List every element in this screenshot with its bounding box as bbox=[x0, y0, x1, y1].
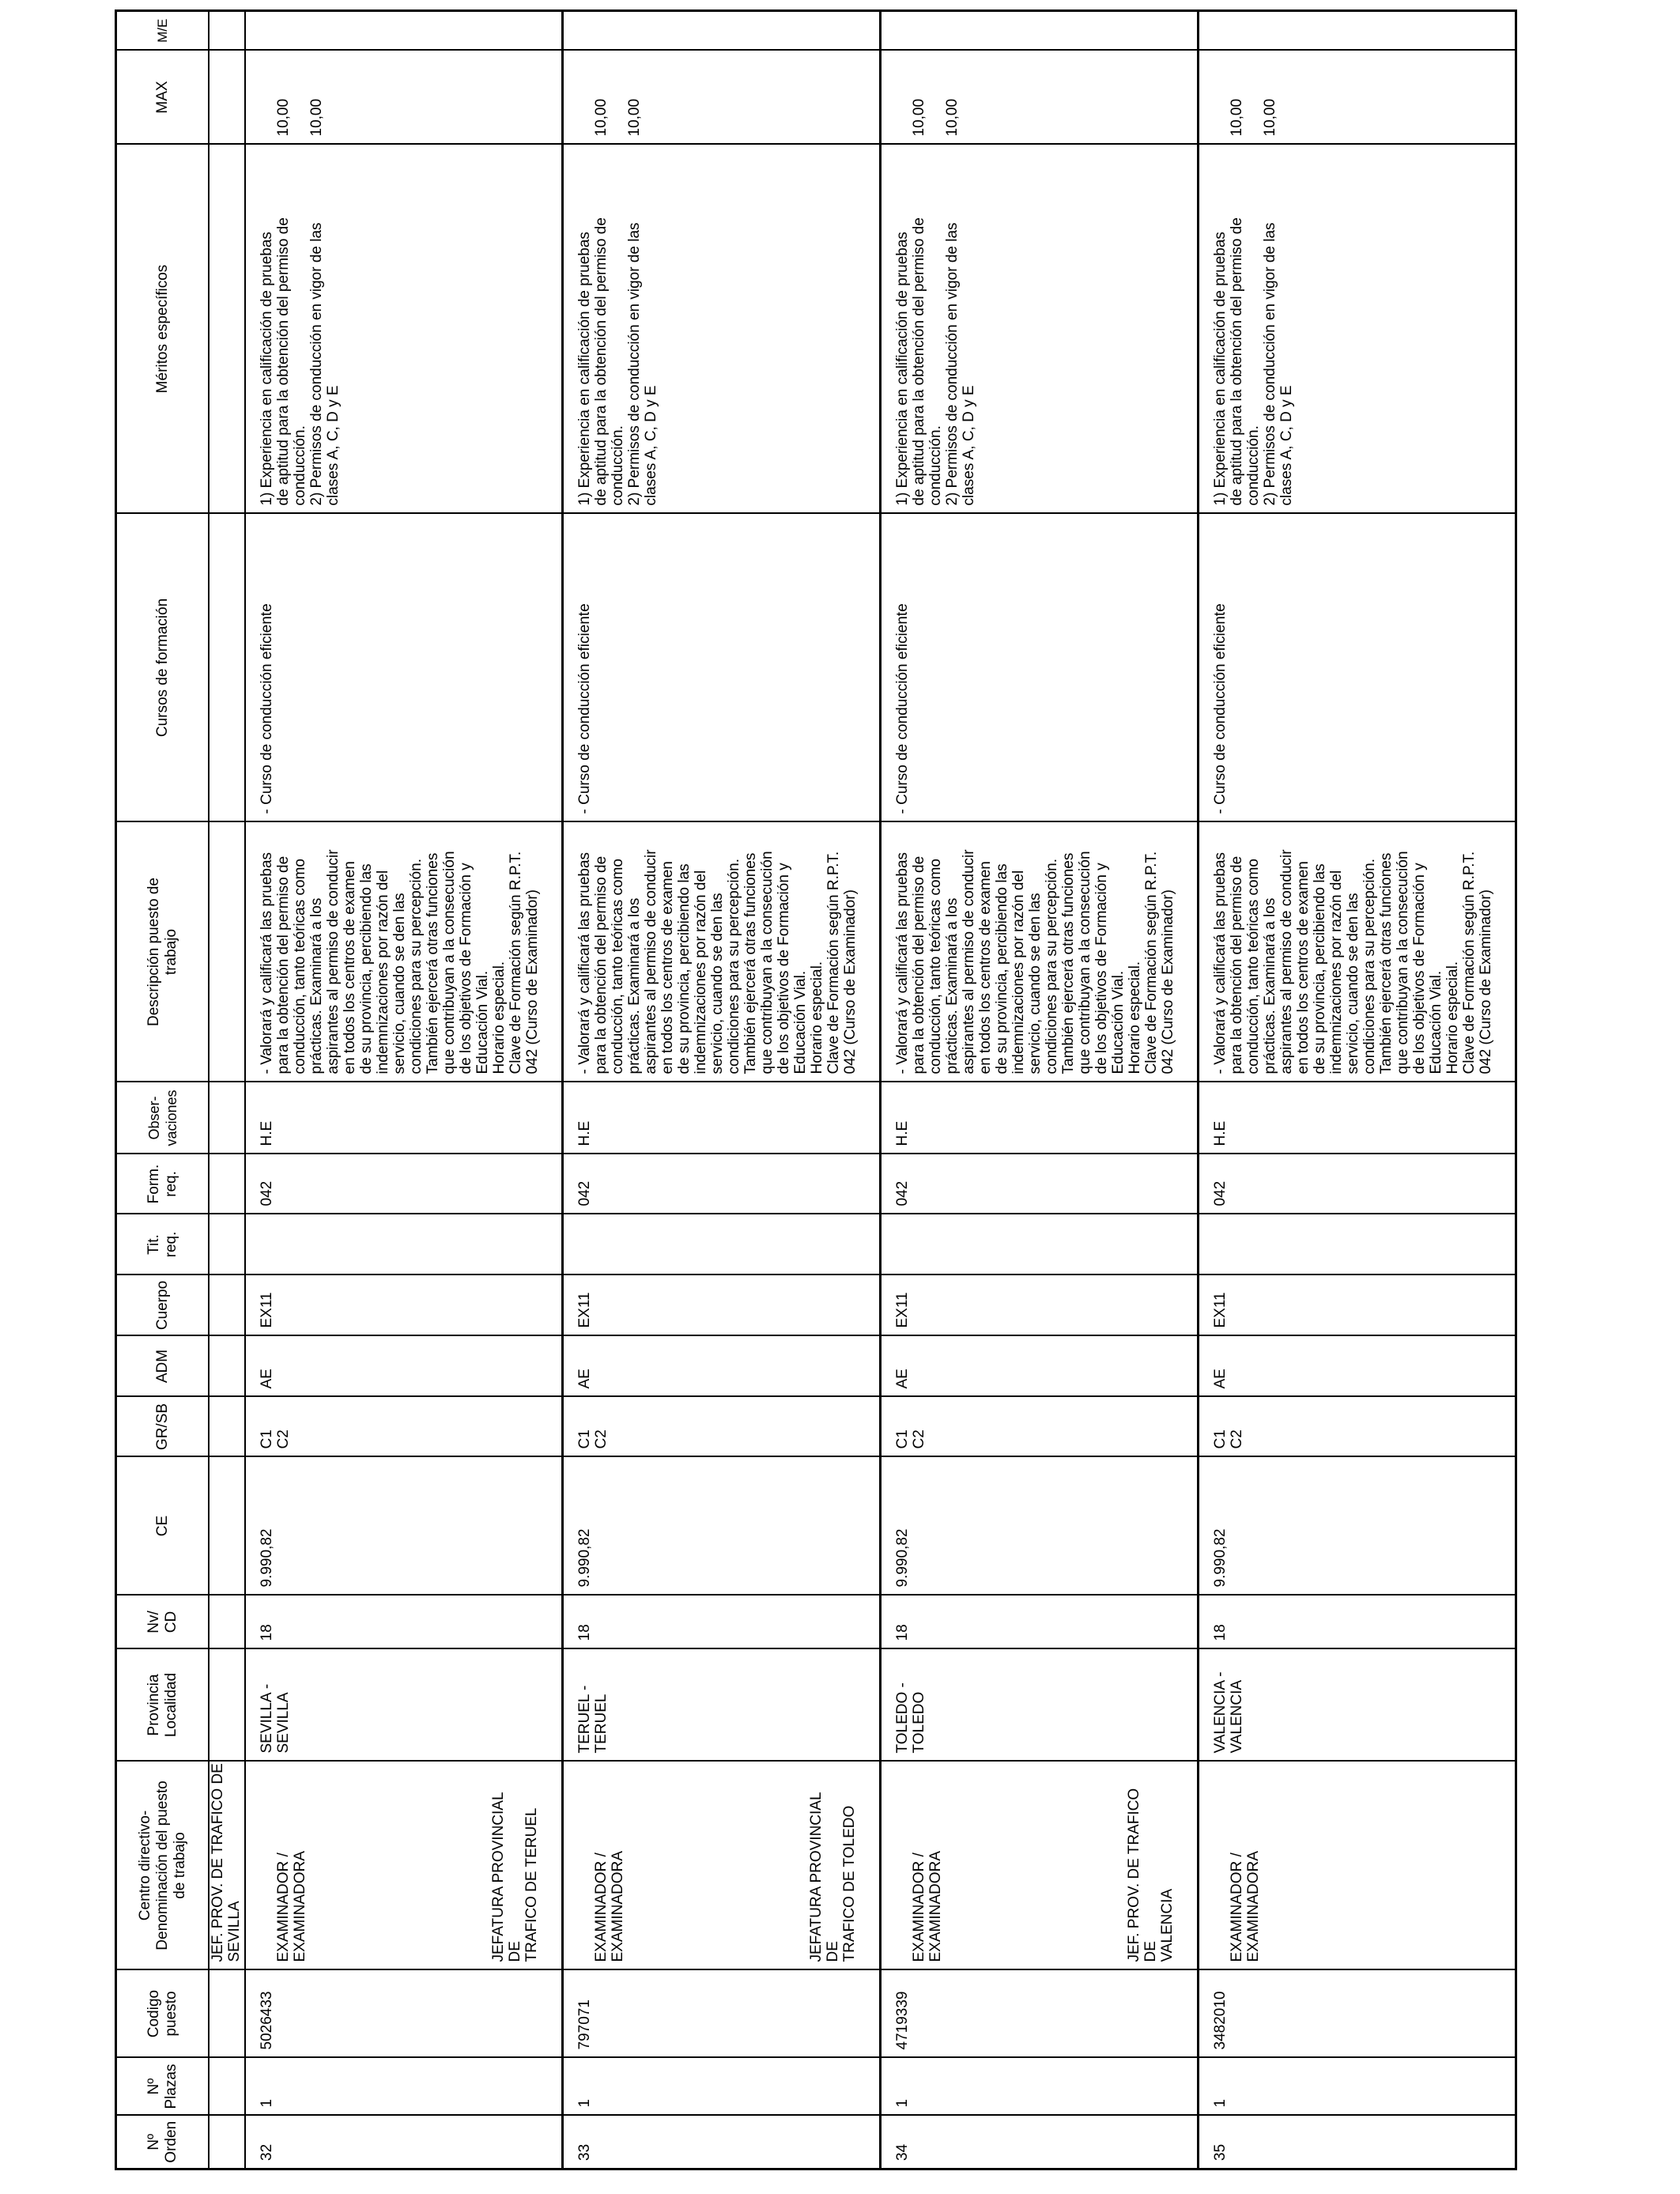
puesto-name: EXAMINADOR / EXAMINADORA bbox=[593, 1851, 626, 1962]
nivel-cell: 18 bbox=[1199, 1595, 1516, 1649]
header-titulacion: Tit. req. bbox=[116, 1214, 210, 1275]
nivel-cell: 18 bbox=[881, 1595, 1199, 1649]
me-cell bbox=[1199, 11, 1516, 51]
puesto-name: EXAMINADOR / EXAMINADORA bbox=[911, 1851, 944, 1962]
next-unit-name: JEF. PROV. DE TRAFICO DE VALENCIA bbox=[1126, 1788, 1176, 1962]
next-unit-name: JEFATURA PROVINCIAL DE TRAFICO DE TERUEL bbox=[490, 1792, 540, 1962]
max-cell bbox=[881, 51, 1199, 145]
next-unit-name: JEFATURA PROVINCIAL DE TRAFICO DE TOLEDO bbox=[808, 1792, 858, 1962]
plazas-cell: 1 bbox=[245, 2058, 563, 2116]
ce-cell: 9.990,82 bbox=[245, 1457, 563, 1595]
titulacion-cell bbox=[881, 1214, 1199, 1275]
cuerpo-cell: EX11 bbox=[1199, 1275, 1516, 1336]
me-cell bbox=[881, 11, 1199, 51]
header-ce: CE bbox=[116, 1457, 210, 1595]
header-me: M/E bbox=[116, 11, 210, 51]
vacancy-table bbox=[115, 9, 1517, 2170]
cursos-cell: - Curso de conducción eficiente bbox=[245, 514, 563, 822]
max-value-2: 10,00 bbox=[1262, 98, 1278, 137]
ce-cell: 9.990,82 bbox=[881, 1457, 1199, 1595]
formacion-cell: 042 bbox=[881, 1154, 1199, 1214]
header-max: MAX bbox=[116, 51, 210, 145]
header-adm: ADM bbox=[116, 1336, 210, 1397]
titulacion-cell bbox=[1199, 1214, 1516, 1275]
plazas-cell: 1 bbox=[563, 2058, 881, 2116]
nivel-cell: 18 bbox=[245, 1595, 563, 1649]
provincia-cell: VALENCIA - VALENCIA bbox=[1199, 1649, 1516, 1762]
first-unit-name: JEF. PROV. DE TRAFICO DE SEVILLA bbox=[209, 1762, 245, 1970]
cuerpo-cell: EX11 bbox=[245, 1275, 563, 1336]
header-orden: Nº Orden bbox=[116, 2116, 210, 2169]
adm-cell: AE bbox=[881, 1336, 1199, 1397]
max-value-1: 10,00 bbox=[911, 98, 927, 137]
codigo-cell: 4719339 bbox=[881, 1970, 1199, 2058]
grupo-cell: C1 C2 bbox=[881, 1397, 1199, 1457]
max-value-1: 10,00 bbox=[593, 98, 610, 137]
header-codigo: Codigo puesto bbox=[116, 1970, 210, 2058]
me-cell bbox=[563, 11, 881, 51]
header-nivel: Nv/ CD bbox=[116, 1595, 210, 1649]
codigo-cell: 797071 bbox=[563, 1970, 881, 2058]
puesto-name: EXAMINADOR / EXAMINADORA bbox=[275, 1851, 308, 1962]
meritos-cell: 1) Experiencia en calificación de pruebas de aptitud para la obtención del permiso de conducción. 2) Permisos de conducción en vigor de las clases A, C, D y E bbox=[563, 145, 881, 514]
max-cell bbox=[1199, 51, 1516, 145]
plazas-cell: 1 bbox=[881, 2058, 1199, 2116]
max-value-2: 10,00 bbox=[944, 98, 961, 137]
titulacion-cell bbox=[563, 1214, 881, 1275]
max-value-1: 10,00 bbox=[275, 98, 292, 137]
nivel-cell: 18 bbox=[563, 1595, 881, 1649]
orden-cell: 32 bbox=[245, 2116, 563, 2169]
orden-cell: 33 bbox=[563, 2116, 881, 2169]
max-value-1: 10,00 bbox=[1229, 98, 1245, 137]
header-descripcion: Descripción puesto de trabajo bbox=[116, 822, 210, 1082]
puesto-name: EXAMINADOR / EXAMINADORA bbox=[1229, 1851, 1262, 1962]
observaciones-cell: H.E bbox=[881, 1082, 1199, 1154]
max-value-2: 10,00 bbox=[626, 98, 643, 137]
me-cell bbox=[245, 11, 563, 51]
grupo-cell: C1 C2 bbox=[563, 1397, 881, 1457]
header-row bbox=[116, 11, 210, 2169]
cursos-cell: - Curso de conducción eficiente bbox=[881, 514, 1199, 822]
plazas-cell: 1 bbox=[1199, 2058, 1516, 2116]
descripcion-cell: - Valorará y calificará las pruebas para la obtención del permiso de conducción, tanto teóricas como prácticas. Examinará a los aspirantes al permiso de conducir en todos los centros de examen de su provincia, percibiendo las indemnizaciones por razón del servicio, cuando se den las condiciones para su percepción. También ejercerá otras funciones que contribuyan a la consecución de los objetivos de Formación y Educación Vial. Horario especial. Clave de Formación según R.P.T. 042 (Curso de Examinador) bbox=[881, 822, 1199, 1082]
observaciones-cell: H.E bbox=[245, 1082, 563, 1154]
codigo-cell: 3482010 bbox=[1199, 1970, 1516, 2058]
observaciones-cell: H.E bbox=[1199, 1082, 1516, 1154]
orden-cell: 34 bbox=[881, 2116, 1199, 2169]
header-cuerpo: Cuerpo bbox=[116, 1275, 210, 1336]
centro-cell bbox=[881, 1762, 1199, 1970]
table-row bbox=[245, 11, 563, 2169]
descripcion-cell: - Valorará y calificará las pruebas para la obtención del permiso de conducción, tanto teóricas como prácticas. Examinará a los aspirantes al permiso de conducir en todos los centros de examen de su provincia, percibiendo las indemnizaciones por razón del servicio, cuando se den las condiciones para su percepción. También ejercerá otras funciones que contribuyan a la consecución de los objetivos de Formación y Educación Vial. Horario especial. Clave de Formación según R.P.T. 042 (Curso de Examinador) bbox=[245, 822, 563, 1082]
cuerpo-cell: EX11 bbox=[881, 1275, 1199, 1336]
cursos-cell: - Curso de conducción eficiente bbox=[563, 514, 881, 822]
max-cell bbox=[245, 51, 563, 145]
table-row bbox=[881, 11, 1199, 2169]
header-meritos: Méritos específicos bbox=[116, 145, 210, 514]
adm-cell: AE bbox=[1199, 1336, 1516, 1397]
descripcion-cell: - Valorará y calificará las pruebas para la obtención del permiso de conducción, tanto teóricas como prácticas. Examinará a los aspirantes al permiso de conducir en todos los centros de examen de su provincia, percibiendo las indemnizaciones por razón del servicio, cuando se den las condiciones para su percepción. También ejercerá otras funciones que contribuyan a la consecución de los objetivos de Formación y Educación Vial. Horario especial. Clave de Formación según R.P.T. 042 (Curso de Examinador) bbox=[563, 822, 881, 1082]
grupo-cell: C1 C2 bbox=[245, 1397, 563, 1457]
centro-cell bbox=[1199, 1762, 1516, 1970]
header-cursos: Cursos de formación bbox=[116, 514, 210, 822]
observaciones-cell: H.E bbox=[563, 1082, 881, 1154]
meritos-cell: 1) Experiencia en calificación de pruebas de aptitud para la obtención del permiso de conducción. 2) Permisos de conducción en vigor de las clases A, C, D y E bbox=[881, 145, 1199, 514]
meritos-cell: 1) Experiencia en calificación de pruebas de aptitud para la obtención del permiso de conducción. 2) Permisos de conducción en vigor de las clases A, C, D y E bbox=[245, 145, 563, 514]
formacion-cell: 042 bbox=[245, 1154, 563, 1214]
grupo-cell: C1 C2 bbox=[1199, 1397, 1516, 1457]
formacion-cell: 042 bbox=[563, 1154, 881, 1214]
header-formacion: Form. req. bbox=[116, 1154, 210, 1214]
header-observaciones: Obser- vaciones bbox=[116, 1082, 210, 1154]
max-cell bbox=[563, 51, 881, 145]
table-row bbox=[1199, 11, 1516, 2169]
adm-cell: AE bbox=[245, 1336, 563, 1397]
provincia-cell: TERUEL - TERUEL bbox=[563, 1649, 881, 1762]
orden-cell: 35 bbox=[1199, 2116, 1516, 2169]
table-row bbox=[563, 11, 881, 2169]
formacion-cell: 042 bbox=[1199, 1154, 1516, 1214]
descripcion-cell: - Valorará y calificará las pruebas para la obtención del permiso de conducción, tanto teóricas como prácticas. Examinará a los aspirantes al permiso de conducir en todos los centros de examen de su provincia, percibiendo las indemnizaciones por razón del servicio, cuando se den las condiciones para su percepción. También ejercerá otras funciones que contribuyan a la consecución de los objetivos de Formación y Educación Vial. Horario especial. Clave de Formación según R.P.T. 042 (Curso de Examinador) bbox=[1199, 822, 1516, 1082]
adm-cell: AE bbox=[563, 1336, 881, 1397]
codigo-cell: 5026433 bbox=[245, 1970, 563, 2058]
unit-header-row bbox=[209, 11, 245, 2169]
ce-cell: 9.990,82 bbox=[1199, 1457, 1516, 1595]
provincia-cell: TOLEDO - TOLEDO bbox=[881, 1649, 1199, 1762]
titulacion-cell bbox=[245, 1214, 563, 1275]
header-centro: Centro directivo- Denominación del puesto de trabajo bbox=[116, 1762, 210, 1970]
max-value-2: 10,00 bbox=[308, 98, 325, 137]
cuerpo-cell: EX11 bbox=[563, 1275, 881, 1336]
cursos-cell: - Curso de conducción eficiente bbox=[1199, 514, 1516, 822]
provincia-cell: SEVILLA - SEVILLA bbox=[245, 1649, 563, 1762]
centro-cell bbox=[563, 1762, 881, 1970]
centro-cell bbox=[245, 1762, 563, 1970]
ce-cell: 9.990,82 bbox=[563, 1457, 881, 1595]
header-plazas: Nº Plazas bbox=[116, 2058, 210, 2116]
meritos-cell: 1) Experiencia en calificación de pruebas de aptitud para la obtención del permiso de conducción. 2) Permisos de conducción en vigor de las clases A, C, D y E bbox=[1199, 145, 1516, 514]
header-grupo: GR/SB bbox=[116, 1397, 210, 1457]
header-provincia: Provincia Localidad bbox=[116, 1649, 210, 1762]
